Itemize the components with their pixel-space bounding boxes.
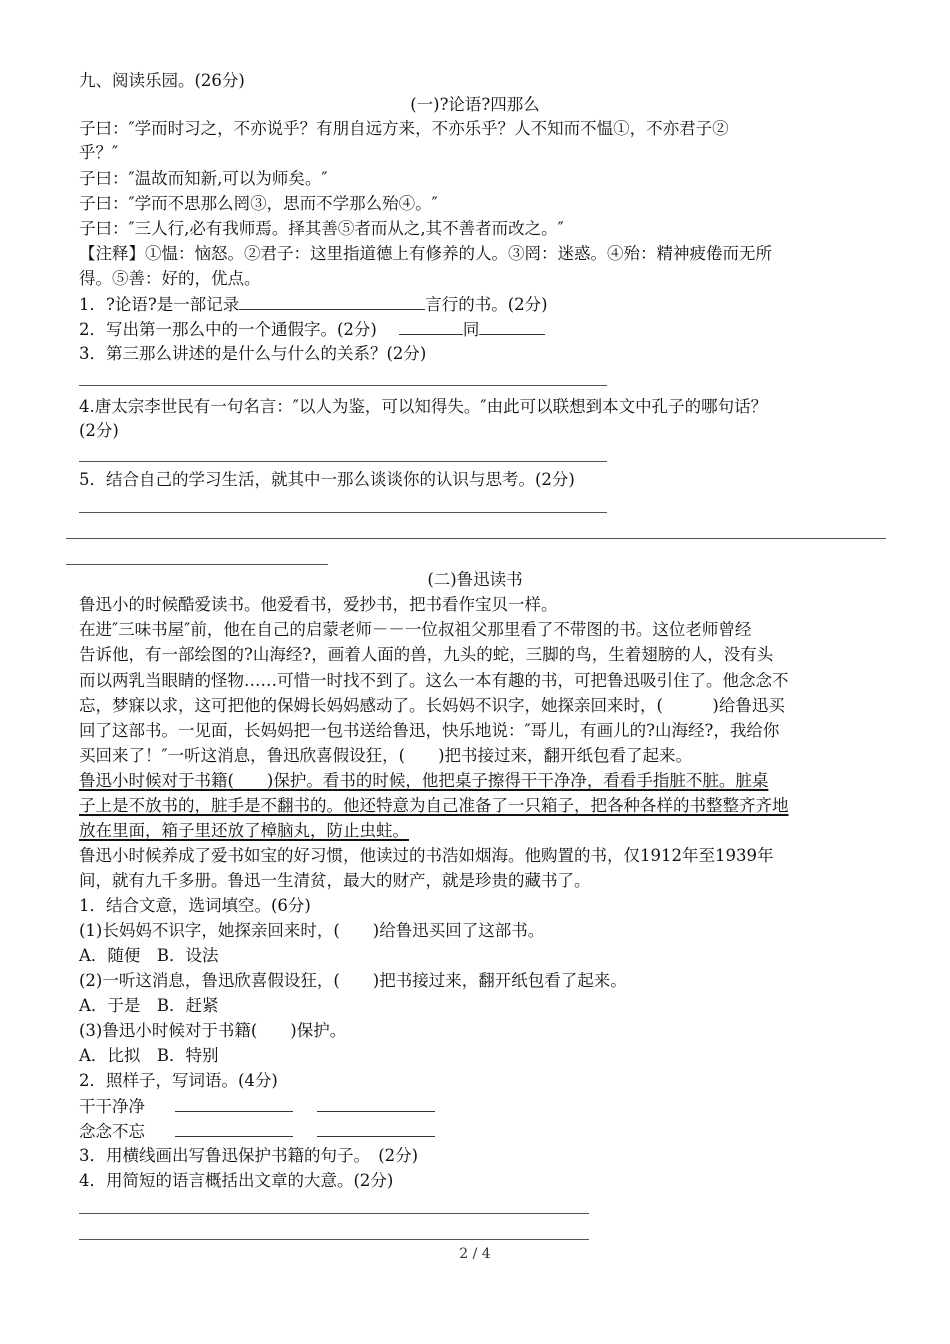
- p2-option: A．比拟 B．特别: [79, 1046, 219, 1065]
- passage1-line: 子曰：″三人行,必有我师焉。择其善⑤者而从之,其不善者而改之。″: [79, 219, 564, 238]
- passage2-line: 间，就有九千多册。鲁迅一生清贫，最大的财产，就是珍贵的藏书了。: [79, 871, 591, 890]
- passage2-line: 告诉他，有一部绘图的?山海经?，画着人面的兽，九头的蛇，三脚的鸟，生着翅膀的人，没有头: [79, 645, 774, 664]
- p2-question: (3)鲁迅小时候对于书籍( )保护。: [79, 1021, 347, 1040]
- p2-question: (2)一听这消息，鲁迅欣喜假设狂，( )把书接过来，翻开纸包看了起来。: [79, 971, 627, 990]
- answer-line[interactable]: [66, 538, 886, 539]
- question-5: 5．结合自己的学习生活，就其中一那么谈谈你的认识与思考。(2分): [79, 470, 575, 489]
- word-example-row: 念念不忘: [79, 1120, 435, 1143]
- passage2-line: 而以两乳当眼睛的怪物……可惜一时找不到了。这么一本有趣的书，可把鲁迅吸引住了。他念念不: [79, 671, 789, 690]
- answer-blank[interactable]: [479, 318, 545, 335]
- passage2-line: 买回来了！″一听这消息，鲁迅欣喜假设狂，( )把书接过来，翻开纸包看了起来。: [79, 746, 693, 765]
- underlined-line: 鲁迅小时候对于书籍( )保护。看书的时候，他把桌子擦得干干净净，看看手指脏不脏。脏桌: [79, 771, 769, 790]
- answer-blank[interactable]: [399, 318, 463, 335]
- question-2: 2．写出第一那么中的一个通假字。(2分) 同: [79, 318, 545, 341]
- answer-line[interactable]: [79, 1213, 589, 1214]
- answer-line[interactable]: [79, 385, 607, 386]
- annotation-line: 【注释】①愠：恼怒。②君子：这里指道德上有修养的人。③罔：迷惑。④殆：精神疲倦而无所: [79, 244, 772, 263]
- underlined-line: 子上是不放书的，脏手是不翻书的。他还特意为自己准备了一只箱子，把各种各样的书整整齐齐地: [79, 796, 789, 815]
- answer-blank[interactable]: [317, 1120, 435, 1137]
- p2-question: 2．照样子，写词语。(4分): [79, 1071, 278, 1090]
- answer-blank[interactable]: [175, 1120, 293, 1137]
- passage2-line: 忘，梦寐以求，这可把他的保姆长妈妈感动了。长妈妈不识字，她探亲回来时，( )给鲁迅买: [79, 696, 785, 715]
- question-3: 3．第三那么讲述的是什么与什么的关系？(2分): [79, 344, 427, 363]
- answer-line[interactable]: [79, 461, 607, 462]
- underlined-line: 放在里面，箱子里还放了樟脑丸，防止虫蛀。: [79, 821, 409, 840]
- question-4-cont: (2分): [79, 421, 119, 440]
- passage1-line: 乎？″: [79, 143, 119, 162]
- p2-question-4: 4．用简短的语言概括出文章的大意。(2分): [79, 1171, 394, 1190]
- answer-blank[interactable]: [317, 1095, 435, 1112]
- question-4: 4.唐太宗李世民有一句名言：″以人为鉴，可以知得失。″由此可以联想到本文中孔子的哪句话？: [79, 397, 768, 416]
- passage2-line: 鲁迅小时候养成了爱书如宝的好习惯，他读过的书浩如烟海。他购置的书，仅1912年至1939年: [79, 846, 774, 865]
- answer-blank[interactable]: [239, 293, 425, 310]
- answer-line[interactable]: [79, 512, 607, 513]
- answer-line[interactable]: [66, 564, 328, 565]
- question-1: 1．?论语?是一部记录 言行的书。(2分): [79, 295, 548, 314]
- passage2-line: 在进″三味书屋″前，他在自己的启蒙老师－－一位叔祖父那里看了不带图的书。这位老师曾经: [79, 620, 752, 639]
- section-title: 九、阅读乐园。(26分): [79, 71, 245, 90]
- passage2-title: (二)鲁迅读书: [427, 570, 523, 589]
- passage1-line: 子曰：″学而不思那么罔③，思而不学那么殆④。″: [79, 194, 438, 213]
- passage1-line: 子曰：″温故而知新,可以为师矣。″: [79, 169, 328, 188]
- passage1-title: (一)?论语?四那么: [410, 95, 540, 114]
- p2-question: 1．结合文意，选词填空。(6分): [79, 896, 311, 915]
- word-example-row: 干干净净: [79, 1095, 435, 1118]
- passage2-line: 回了这部书。一见面，长妈妈把一包书送给鲁迅，快乐地说：″哥儿，有画儿的?山海经?，我给你: [79, 721, 780, 740]
- p2-option: A．于是 B．赶紧: [79, 996, 219, 1015]
- answer-blank[interactable]: [175, 1095, 293, 1112]
- answer-line[interactable]: [79, 1239, 589, 1240]
- annotation-line: 得。⑤善：好的，优点。: [79, 269, 261, 288]
- p2-question-3: 3．用横线画出写鲁迅保护书籍的句子。 (2分): [79, 1146, 419, 1165]
- p2-question: (1)长妈妈不识字，她探亲回来时，( )给鲁迅买回了这部书。: [79, 921, 545, 940]
- passage1-line: 子曰：″学而时习之，不亦说乎？有朋自远方来，不亦乐乎？人不知而不愠①，不亦君子②: [79, 119, 729, 138]
- p2-option: A．随便 B．设法: [79, 946, 219, 965]
- page-number: 2 / 4: [459, 1246, 491, 1262]
- passage2-paragraph: 鲁迅小的时候酷爱读书。他爱看书，爱抄书，把书看作宝贝一样。: [79, 595, 558, 614]
